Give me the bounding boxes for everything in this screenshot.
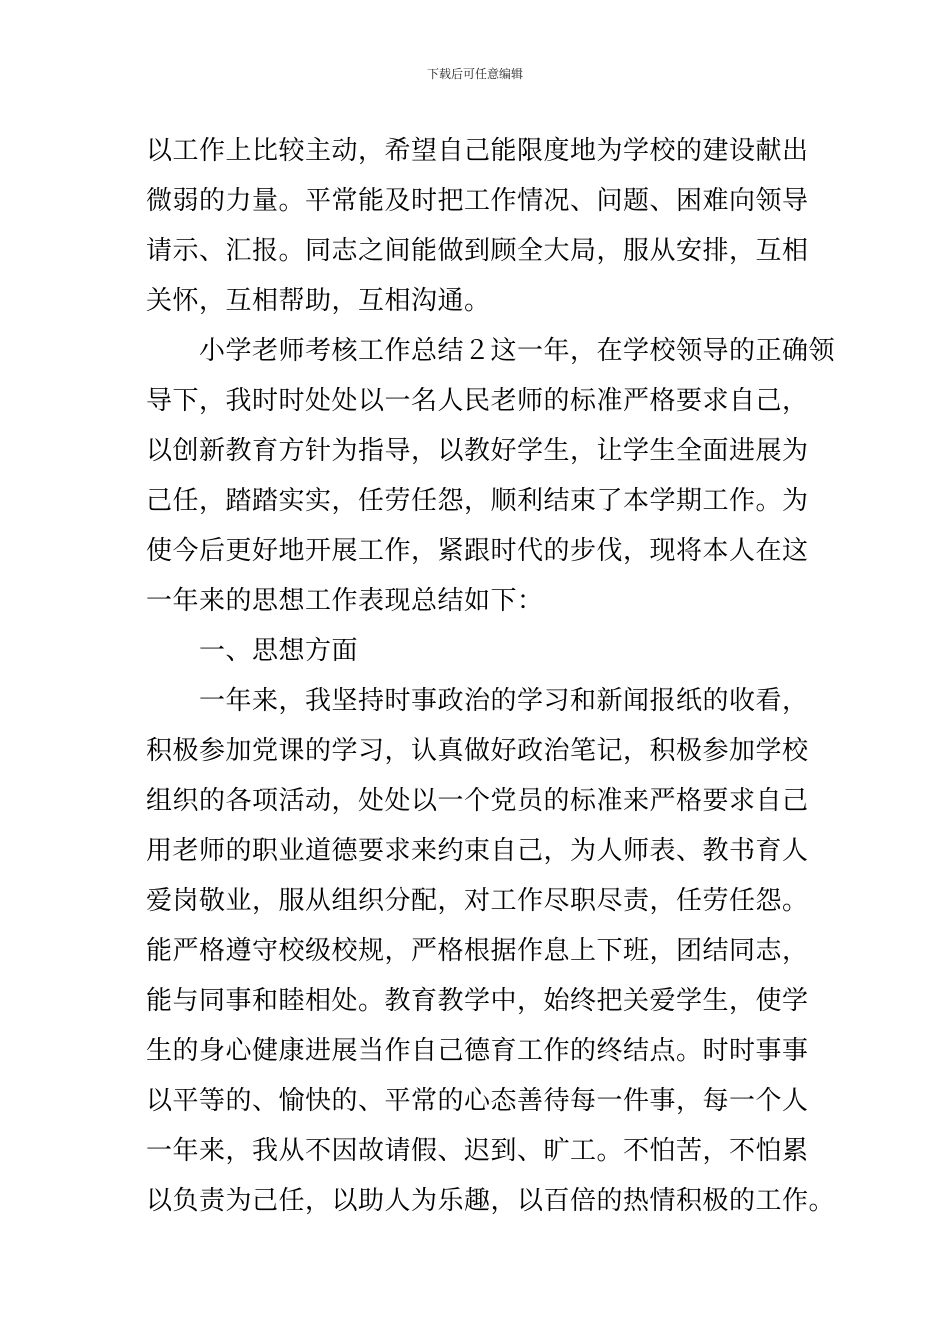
text-line: 使今后更好地开展工作，紧跟时代的步伐，现将本人在这 (146, 536, 809, 566)
document-body (146, 126, 836, 1226)
section-heading: 一、思想方面 (199, 636, 359, 666)
paragraph-start-line: 小学老师考核工作总结２这一年，在学校领导的正确领 (199, 336, 836, 366)
text-line: 己任，踏踏实实，任劳任怨，顺利结束了本学期工作。为 (146, 486, 809, 516)
text-line: 能与同事和睦相处。教育教学中，始终把关爱学生，使学 (146, 986, 809, 1016)
text-line: 导下，我时时处处以一名人民老师的标准严格要求自己， (146, 386, 809, 416)
text-line: 以平等的、愉快的、平常的心态善待每一件事，每一个人 (146, 1086, 809, 1116)
text-line: 用老师的职业道德要求来约束自己，为人师表、教书育人 (146, 836, 809, 866)
text-line: 以创新教育方针为指导，以教好学生，让学生全面进展为 (146, 436, 809, 466)
paragraph-start-line: 一年来，我坚持时事政治的学习和新闻报纸的收看， (199, 686, 809, 716)
text-line: 请示、汇报。同志之间能做到顾全大局，服从安排，互相 (146, 236, 809, 266)
text-line: 生的身心健康进展当作自己德育工作的终结点。时时事事 (146, 1036, 809, 1066)
text-line: 一年来的思想工作表现总结如下： (146, 586, 544, 616)
text-line: 积极参加党课的学习，认真做好政治笔记，积极参加学校 (146, 736, 809, 766)
text-line: 能严格遵守校级校规，严格根据作息上下班，团结同志， (146, 936, 809, 966)
text-line: 组织的各项活动，处处以一个党员的标准来严格要求自己 (146, 786, 809, 816)
text-line: 爱岗敬业，服从组织分配，对工作尽职尽责，任劳任怨。 (146, 886, 809, 916)
text-line: 以负责为己任，以助人为乐趣，以百倍的热情积极的工作。 (146, 1186, 836, 1216)
text-line: 一年来，我从不因故请假、迟到、旷工。不怕苦，不怕累 (146, 1136, 809, 1166)
text-line: 关怀，互相帮助，互相沟通。 (146, 286, 491, 316)
text-line: 以工作上比较主动，希望自己能限度地为学校的建设献出 (146, 136, 809, 166)
text-line: 微弱的力量。平常能及时把工作情况、问题、困难向领导 (146, 186, 809, 216)
page-header: 下载后可任意编辑 (426, 67, 523, 81)
